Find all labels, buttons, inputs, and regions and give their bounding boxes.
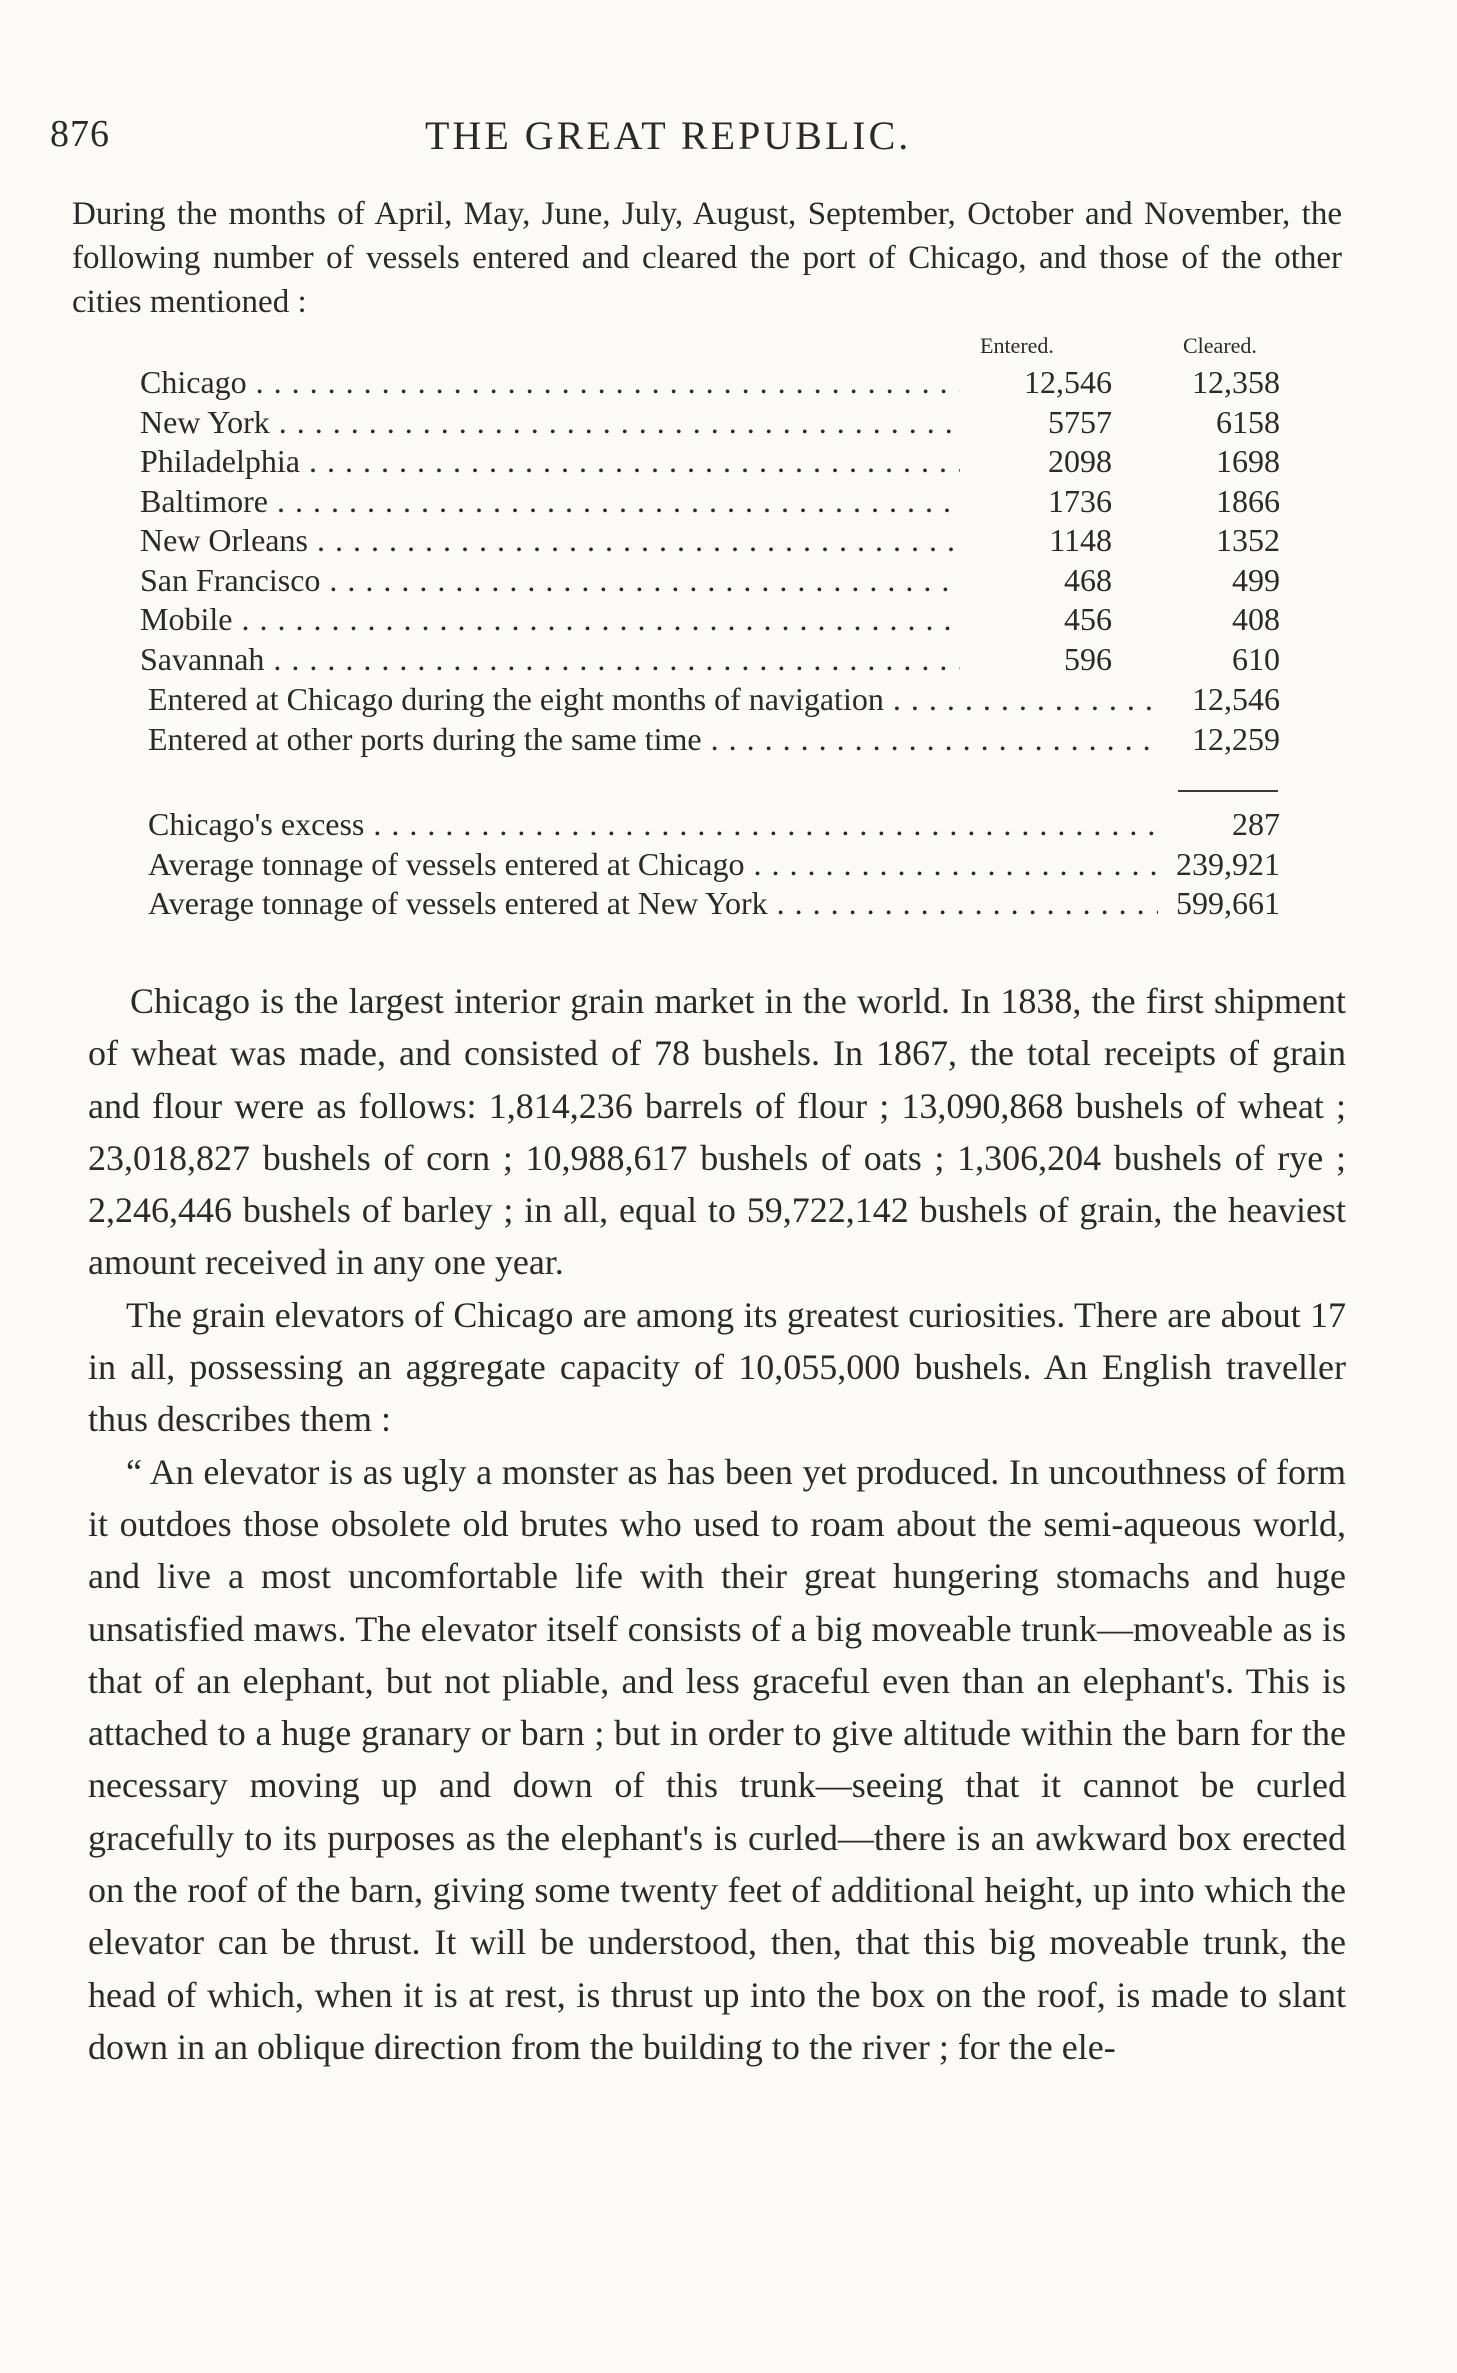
port-name: Baltimore . . . <box>140 482 960 522</box>
cleared-value: 1866 <box>1216 482 1280 519</box>
summary-row <box>148 845 1280 885</box>
port-name: Philadelphia . . . <box>140 442 960 482</box>
cleared-value: 499 <box>1232 561 1280 598</box>
paragraph-quotation: “ An elevator is as ugly a monster as has been yet produced. In uncouthness of form it outdoes those obsolete old brutes who used to roam about the semi-aqueous world, and live a most uncomfortable life with their great hungering stomachs and huge unsatisfied maws. The elevator itself consists of a big moveable trunk—moveable as is that of an elephant, but not pliable, and less graceful even than an elephant's. This is attached to a huge granary or barn ; but in order to give altitude within the barn for the necessary moving up and down of this trunk—seeing that it cannot be curled gracefully to its purposes as the elephant's is curled—there is an awkward box erected on the roof of the barn, giving some twenty feet of additional height, up into which the elevator can be thrust. It will be understood, then, that this big moveable trunk, the head of which, when it is at rest, is thrust up into the box on the roof, is made to slant down in an oblique direction from the building to the river ; for the ele- <box>88 1451 1346 2067</box>
summary-value: 12,259 <box>1192 720 1280 757</box>
entered-value: 596 <box>1064 640 1112 677</box>
entered-value: 2098 <box>1048 443 1112 479</box>
entered-value: 456 <box>1064 601 1112 637</box>
cleared-value: 6158 <box>1216 403 1280 440</box>
column-header-cleared: Cleared. <box>1183 333 1257 358</box>
summary-row <box>148 680 1280 720</box>
entered-value: 1736 <box>1048 482 1112 519</box>
table-row <box>140 600 1280 640</box>
table-row <box>140 561 1280 601</box>
summary-label: Average tonnage of vessels entered at Chicago . . . <box>148 845 1158 885</box>
subtraction-rule <box>1178 790 1278 792</box>
paragraph-grain-elevators: The grain elevators of Chicago are among its greatest curiosities. There are about 17 in all, possessing an aggregate capacity of 10,055,000 bushels. An English traveller thus describes them : <box>88 1294 1346 1440</box>
entered-summary <box>148 680 1280 759</box>
table-row <box>140 442 1280 482</box>
summary-label: Average tonnage of vessels entered at New York . . . <box>148 884 1158 924</box>
cleared-value: 408 <box>1232 601 1280 637</box>
summary-label: Entered at other ports during the same time . . . <box>148 720 1158 760</box>
cleared-value: 12,358 <box>1192 364 1280 400</box>
summary-value: 239,921 <box>1176 845 1280 882</box>
port-name: New Orleans . . . <box>140 521 960 561</box>
page-number: 876 <box>50 113 110 155</box>
entered-value: 5757 <box>1048 403 1112 440</box>
table-row <box>140 521 1280 561</box>
intro-paragraph: During the months of April, May, June, July, August, September, October and November, the following number of vessels entered and cleared the port of Chicago, and those of the other cities mentioned : <box>72 196 1342 320</box>
table-row <box>140 640 1280 680</box>
vessels-table <box>140 363 1280 679</box>
table-row <box>140 403 1280 443</box>
summary-value: 12,546 <box>1192 681 1280 717</box>
port-name: Savannah . . . <box>140 640 960 680</box>
port-name: Chicago . . . <box>140 363 960 403</box>
body-text <box>88 975 1346 2073</box>
cleared-value: 610 <box>1232 640 1280 677</box>
entered-value: 468 <box>1064 561 1112 598</box>
entered-value: 12,546 <box>1024 364 1112 400</box>
entered-value: 1148 <box>1049 522 1112 558</box>
port-name: New York . . . <box>140 403 960 443</box>
port-name: Mobile . . . <box>140 600 960 640</box>
summary-value: 287 <box>1232 806 1280 842</box>
cleared-value: 1352 <box>1216 522 1280 558</box>
summary-row <box>148 805 1280 845</box>
tonnage-summary <box>148 805 1280 924</box>
summary-row <box>148 884 1280 924</box>
paragraph-grain-market: Chicago is the largest interior grain market in the world. In 1838, the first shipment of wheat was made, and consisted of 78 bushels. In 1867, the total receipts of grain and flour were as follows: 1,814,236 barrels of flour ; 13,090,868 bushels of wheat ; 23,018,827 bushels of corn ; 10,988,617 bushels of oats ; 1,306,204 bushels of rye ; 2,246,446 bushels of barley ; in all, equal to 59,722,142 bushels of grain, the heaviest amount received in any one year. <box>88 981 1346 1283</box>
table-row <box>140 482 1280 522</box>
cleared-value: 1698 <box>1216 443 1280 479</box>
summary-row <box>148 720 1280 760</box>
summary-label: Entered at Chicago during the eight months of navigation . . . <box>148 680 1158 720</box>
running-title: THE GREAT REPUBLIC. <box>425 113 912 158</box>
running-head <box>0 112 1457 162</box>
port-name: San Francisco . . . <box>140 561 960 601</box>
table-column-headers <box>0 333 1457 363</box>
table-row <box>140 363 1280 403</box>
summary-label: Chicago's excess . . . <box>148 805 1158 845</box>
column-header-entered: Entered. <box>980 333 1054 358</box>
summary-value: 599,661 <box>1176 885 1280 921</box>
